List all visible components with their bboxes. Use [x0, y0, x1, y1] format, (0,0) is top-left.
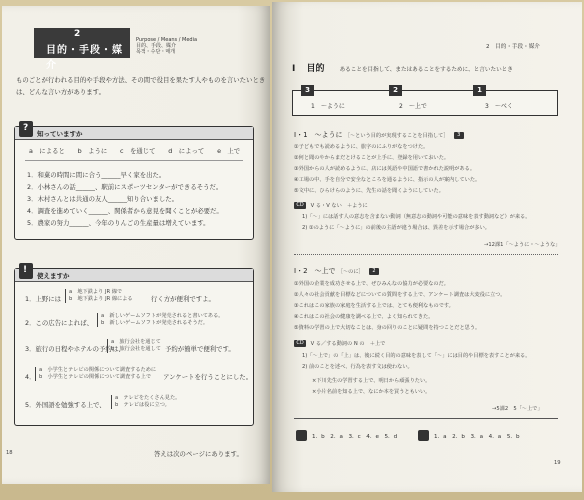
s1-reference: →12課1「～ように・～ような」	[484, 242, 561, 248]
use-q1-options	[65, 289, 133, 303]
use-q1-option-a: a 地下鉄より JR 線で	[69, 289, 123, 295]
use-q5-option-b: b テレビは役に立つ。	[115, 402, 170, 408]
s1-example-3: ③外国からの人が読めるように、店には英語や中国語で書かれた説明がある。	[294, 166, 476, 172]
divider	[25, 160, 243, 161]
use-q1-lead: 1．上野には	[25, 295, 62, 303]
chapter-title: 目的・手段・媒介	[46, 45, 123, 71]
know-question-3: 3．木村さんとは共通の友人______知り合いました。	[27, 195, 179, 203]
question-icon	[296, 430, 307, 441]
use-q2-option-b: b 新しいゲームソフトが発売されるそうだ。	[101, 320, 209, 326]
know-question-2: 2．小林さんの話______、駅前にスポーツセンターができるそうだ。	[27, 183, 223, 191]
subsection-2-badge: 2	[369, 268, 379, 275]
question-icon: ?	[19, 121, 33, 137]
s2-example-3: ③これはこの家族の家庭を生活する上では、とても便利なものです。	[294, 303, 454, 309]
running-header: 2 目的・手段・媒介	[486, 44, 540, 50]
use-header-label: 使えますか	[37, 272, 70, 280]
right-page	[272, 2, 582, 492]
exclamation-icon: !	[19, 263, 33, 279]
footer-answer-note: 答えは次のページにあります。	[154, 450, 243, 458]
chapter-subtitle-en: Purpose / Means / Media	[136, 37, 198, 43]
use-q2-options	[97, 313, 224, 327]
s1-connection: CD V る・V ない ＋ように	[294, 202, 368, 210]
s2-example-5: ⑤資料の学習の上で大切なことは、身の回りのことに疑問を持つことだと思う。	[294, 325, 481, 331]
answers-use: 1．a 2．b 3．a 4．a 5．b	[434, 434, 520, 440]
overview-item-2: 2 ～上で	[399, 103, 427, 110]
s2-note-3: ×下川先生の学習する上で、明日から頑張りたい。	[312, 378, 431, 384]
know-header	[15, 123, 253, 140]
subsection-2-heading	[294, 266, 379, 276]
intro-line-1: ものごとが行われる目的や手段や方法、その間で役目を果たす人やものを言いたいとき	[16, 76, 266, 84]
overview-badge-2: 2	[389, 85, 402, 96]
exclamation-icon	[418, 430, 429, 441]
use-q5-option-a: a テレビをたくさん見た。	[115, 395, 181, 401]
use-q4-tail: アンケートを行うことにした。	[163, 373, 253, 381]
s2-note-1: 1)「～上で」の「上」は、後に続く目的の意味を表して「～」には目的や目標を表すことが来る。	[302, 353, 531, 359]
subsection-2-note: ［～のに］	[337, 269, 364, 275]
overview-item-3: 3 ～べく	[485, 103, 513, 110]
s1-note-2: 2) ①のように「～ように」の前後の主語が違う場合は、異差を示す場合が多い。	[302, 225, 490, 231]
use-q3-options	[107, 339, 161, 353]
use-q2-option-a: a 新しいゲームソフトが発売されると書いてある。	[101, 313, 224, 319]
use-section	[14, 265, 254, 426]
divider	[294, 418, 558, 419]
s2-note-4: ×小片名前を知る上で、なにか本を買うともいい。	[312, 389, 431, 395]
chapter-subtitle-zh: 目的、手段、媒介	[136, 43, 177, 49]
use-q4-options	[35, 367, 156, 381]
connection-icon: CD	[294, 202, 306, 209]
intro-line-2: は、どんな言い方があります。	[16, 88, 105, 96]
answers-know: 1．b 2．a 3．c 4．e 5．d	[312, 434, 398, 440]
subsection-1-heading	[294, 130, 464, 140]
know-header-label: 知っていますか	[37, 130, 83, 138]
know-question-4: 4．調査を進めていく______、関係者から意見を聞くことが必要だ。	[27, 207, 223, 215]
know-choices: a によると b ように c を通じて d によって e 上で	[29, 147, 241, 155]
s2-reference: →5課2 5「～上で」	[492, 406, 543, 412]
subsection-1-note: ［～という目的が実現することを目指して］	[344, 133, 449, 139]
page-number-right: 19	[554, 460, 561, 466]
subsection-1-badge: 3	[454, 132, 464, 139]
use-q3-option-a: a 旅行会社を通じて	[111, 339, 161, 345]
use-q5-options	[111, 395, 180, 409]
s1-example-5: ⑤文中に、ひらけらのように、先生の話を聞くようにしていた。	[294, 188, 444, 194]
left-page	[2, 6, 270, 484]
main-section-description: あることを目指して、またはあることをするために、と言いたいとき	[339, 67, 513, 73]
use-q1-option-b: b 地下鉄より JR 線による	[69, 296, 133, 302]
know-question-1: 1．和菓の時間に間に合う______早く家を出た。	[27, 171, 166, 179]
use-q3-tail: 予約が簡単で便利です。	[165, 345, 235, 353]
use-header	[15, 265, 253, 282]
use-q3-option-b: b 旅行会社を通して	[111, 346, 161, 352]
s2-example-4: ④これはこの社会の健康を調べる上で、よく知られてきた。	[294, 314, 434, 320]
page-number-left: 18	[6, 450, 13, 456]
s1-example-1: ①子どもでも読めるように、旅字のにふりがなをつけた。	[294, 144, 429, 150]
subsection-1-title: I・1 ～ように	[294, 131, 343, 139]
s2-connection: CD V る／する動詞の N の ＋上で	[294, 340, 385, 348]
use-q1-tail: 行く方が便利ですよ。	[151, 295, 215, 303]
chapter-subtitle-ko: 목적・수단・매개	[136, 49, 175, 55]
use-q4-option-a: a 小学生とテレビの関係について調査するために	[39, 367, 157, 373]
s2-note-2: 2) 前のことを述べ、行為を表す文は使わない。	[302, 364, 413, 370]
overview-box	[292, 86, 558, 116]
overview-item-1: 1 ～ように	[311, 103, 345, 110]
use-q3-lead: 3．旅行の日程やホテルの予約は、	[25, 345, 125, 353]
main-section-label: 目的	[306, 64, 325, 74]
overview-badge-3: 1	[473, 85, 486, 96]
s2-example-2: ②人々の社会貢献を目標などについての質問をする上で、アンケート調査は大変役に立つ。	[294, 292, 506, 298]
chapter-header	[18, 28, 248, 71]
overview-badge-1: 3	[301, 85, 314, 96]
s1-example-4: ④工場の中、手を自分で安全なところを通るように、指示の人が案内していた。	[294, 177, 481, 183]
use-q2-lead: 2．この広告によれば、	[25, 319, 93, 327]
know-section	[14, 123, 254, 240]
chapter-number: 2	[74, 29, 81, 39]
chapter-badge	[34, 28, 130, 71]
know-question-5: 5．農家の努力______、今年のりんごの生産量は増えています。	[27, 219, 210, 227]
divider	[294, 254, 558, 255]
subsection-2-title: I・2 ～上で	[294, 267, 336, 275]
main-section-title	[292, 56, 513, 75]
s1-example-2: ②何と聞のやからまだとけることが上手に、登録を用いておいた。	[294, 155, 450, 161]
use-q5-lead: 5．外国語を勉強する上で、	[25, 401, 106, 409]
chapter-subtitle	[136, 37, 197, 55]
connection-icon: CD	[294, 340, 306, 347]
s1-note-1: 1)「～」には話す人の意志を含まない動詞（無意志の動詞や可能の意味を表す動詞など）が来る。	[302, 214, 531, 220]
use-q4-lead: 4．	[25, 373, 36, 381]
main-section-number: I	[292, 64, 296, 74]
s2-example-1: ①外国の企業を成功させる上で、ぜひみんなの協力が必要なのだ。	[294, 281, 449, 287]
use-q4-option-b: b 小学生とテレビの関係について調査する上で	[39, 374, 152, 380]
